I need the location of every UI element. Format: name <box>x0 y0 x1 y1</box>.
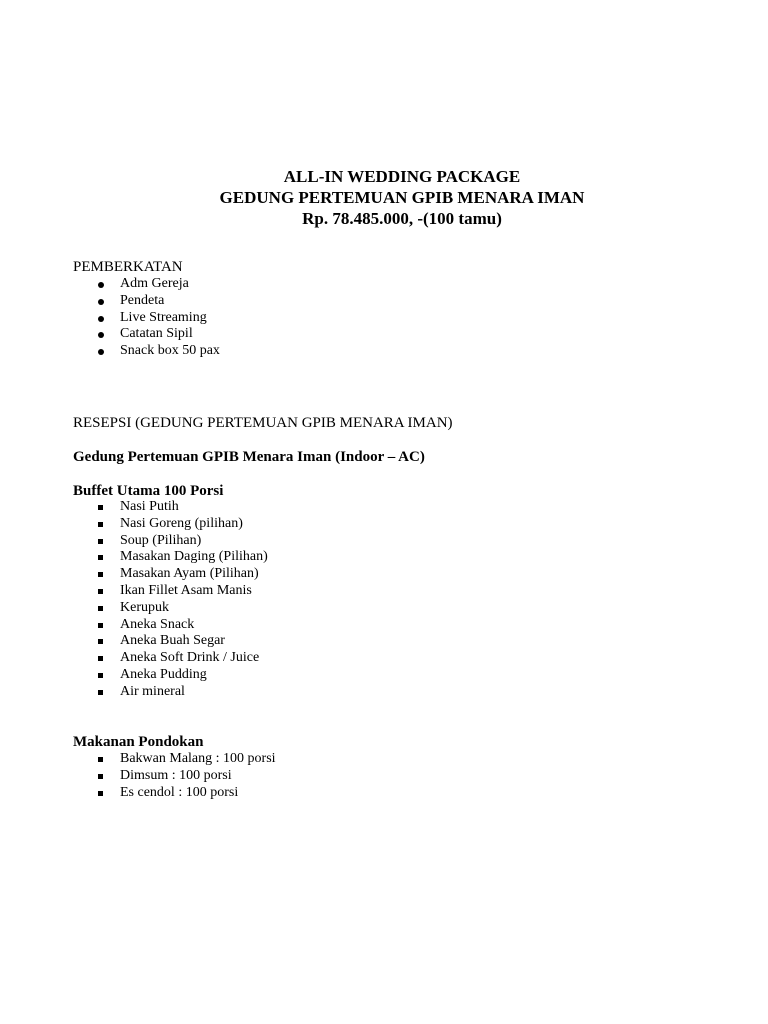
pemberkatan-list <box>0 276 220 360</box>
list-item: Soup (Pilihan) <box>0 533 268 550</box>
bullet-square-icon <box>98 774 103 779</box>
bullet-dot-icon <box>98 316 104 322</box>
bullet-square-icon <box>98 639 103 644</box>
pondokan-list <box>0 751 276 801</box>
resepsi-venue: Gedung Pertemuan GPIB Menara Iman (Indoor – AC) <box>73 449 425 465</box>
list-item: Masakan Ayam (Pilihan) <box>0 566 268 583</box>
bullet-square-icon <box>98 757 103 762</box>
bullet-dot-icon <box>98 282 104 288</box>
list-item: Live Streaming <box>0 310 220 327</box>
list-item: Catatan Sipil <box>0 326 220 343</box>
bullet-square-icon <box>98 505 103 510</box>
title-package-name: ALL-IN WEDDING PACKAGE <box>283 167 521 186</box>
list-item: Ikan Fillet Asam Manis <box>0 583 268 600</box>
bullet-square-icon <box>98 589 103 594</box>
bullet-square-icon <box>98 673 103 678</box>
list-item: Dimsum : 100 porsi <box>0 768 276 785</box>
buffet-heading: Buffet Utama 100 Porsi <box>73 483 224 499</box>
document-title <box>0 166 768 229</box>
bullet-square-icon <box>98 572 103 577</box>
bullet-square-icon <box>98 690 103 695</box>
title-venue-name: GEDUNG PERTEMUAN GPIB MENARA IMAN <box>219 188 585 207</box>
list-item: Kerupuk <box>0 600 268 617</box>
list-item: Aneka Snack <box>0 617 268 634</box>
buffet-list <box>0 499 268 701</box>
bullet-square-icon <box>98 623 103 628</box>
bullet-dot-icon <box>98 349 104 355</box>
list-item: Air mineral <box>0 684 268 701</box>
bullet-dot-icon <box>98 332 104 338</box>
list-item: Pendeta <box>0 293 220 310</box>
bullet-square-icon <box>98 791 103 796</box>
list-item: Adm Gereja <box>0 276 220 293</box>
list-item: Snack box 50 pax <box>0 343 220 360</box>
pemberkatan-heading: PEMBERKATAN <box>73 259 183 275</box>
bullet-square-icon <box>98 606 103 611</box>
title-price: Rp. 78.485.000, -(100 tamu) <box>302 209 502 228</box>
list-item: Aneka Pudding <box>0 667 268 684</box>
list-item: Nasi Goreng (pilihan) <box>0 516 268 533</box>
bullet-square-icon <box>98 539 103 544</box>
list-item: Nasi Putih <box>0 499 268 516</box>
list-item: Aneka Soft Drink / Juice <box>0 650 268 667</box>
list-item: Aneka Buah Segar <box>0 633 268 650</box>
list-item: Bakwan Malang : 100 porsi <box>0 751 276 768</box>
list-item: Es cendol : 100 porsi <box>0 785 276 802</box>
bullet-square-icon <box>98 555 103 560</box>
resepsi-heading: RESEPSI (GEDUNG PERTEMUAN GPIB MENARA IMAN) <box>73 415 453 431</box>
bullet-square-icon <box>98 656 103 661</box>
bullet-dot-icon <box>98 299 104 305</box>
list-item: Masakan Daging (Pilihan) <box>0 549 268 566</box>
pondokan-heading: Makanan Pondokan <box>73 734 204 750</box>
bullet-square-icon <box>98 522 103 527</box>
